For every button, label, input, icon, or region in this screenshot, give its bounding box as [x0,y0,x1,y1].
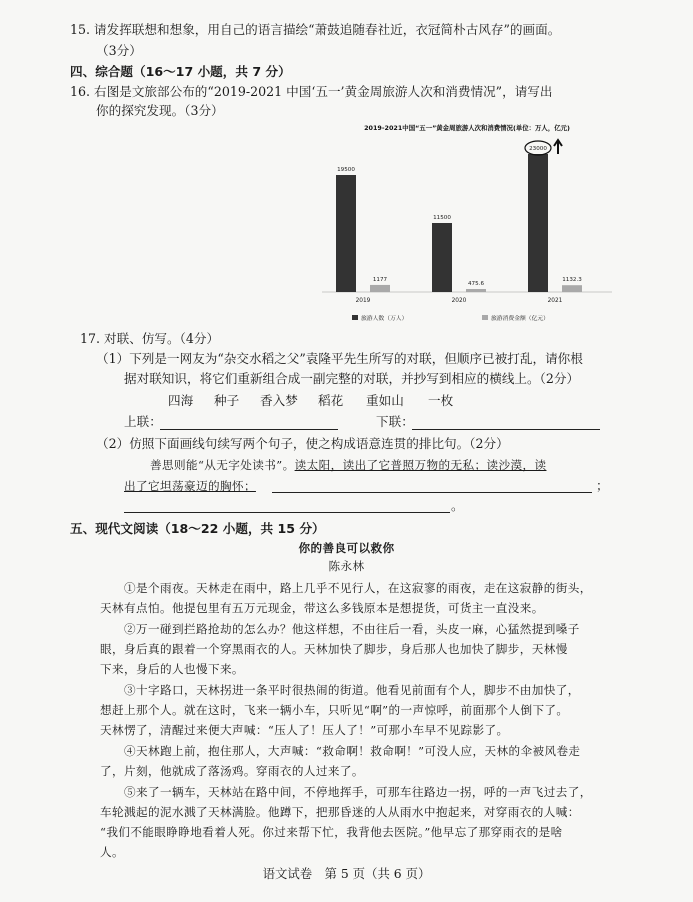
q17-model-sentence: 读太阳，读出了它普照万物的无私；读沙漠，读 [294,458,547,472]
couplet-word: 四海 [168,393,194,408]
article-line: 了，片刻，他就成了落汤鸡。穿雨衣的人过来了。 [100,764,364,778]
tourism-bar-chart [322,120,612,330]
article-line: 想赶上那个人。就在这时，飞来一辆小车，只听见“啊”的一声惊呼，前面那个人倒下了。 [100,703,569,717]
q17-part2-intro: 善思则能“从无字处读书”。 [150,458,295,472]
article-line: ①是个雨夜。天林走在雨中，路上几乎不见行人，在这寂寥的雨夜，走在这寂静的街头， [124,581,592,595]
q17-part1-line1: （1）下列是一网友为“杂交水稻之父”袁隆平先生所写的对联，但顺序已被打乱，请你根 [96,351,583,366]
q16-line2: 你的探究发现。（3分） [96,103,224,118]
q17-part2-line2 [150,457,546,473]
imitation-answer-line-1[interactable] [272,492,592,493]
bar-visitors-2019 [336,175,356,292]
q17-part2-line1: （2）仿照下面画线句续写两个句子，使之构成语意连贯的排比句。（2分） [96,436,509,451]
couplet-word: 种子 [214,393,240,408]
lower-couplet-label: 下联： [376,414,414,429]
page-footer: 语文试卷 第 5 页（共 6 页） [262,866,431,881]
article-line: ②万一碰到拦路抢劫的怎么办？他这样想，不由往后一看，头皮一麻，心猛然提到嗓子 [124,622,580,636]
article-title: 你的善良可以救你 [298,541,395,555]
bar-spending-2021 [562,285,582,292]
q15-score: （3分） [96,43,142,58]
article-line: ③十字路口，天林拐进一条平时很热闹的街道。他看见前面有个人，脚步不由加快了， [124,683,580,697]
q17-title: 17. 对联、仿写。（4分） [80,331,220,346]
article-line: 眼，身后真的跟着一个穿黑雨衣的人。天林加快了脚步，身后那人也加快了脚步，天林慢 [100,642,568,656]
bar-visitors-2021 [528,154,548,292]
q16-line1: 16. 右图是文旅部公布的“2019-2021 中国‘五一’黄金周旅游人次和消费情况”，请写出 [70,84,553,99]
legend-swatch [482,315,488,320]
q15-line1: 15. 请发挥联想和想象，用自己的语言描绘“萧鼓追随春社近，衣冠简朴古风存”的画面。 [70,22,561,37]
semicolon: ； [596,478,609,493]
period: 。 [451,498,464,513]
data-label: 475.6 [467,281,485,287]
x-tick-label: 2020 [451,298,467,304]
data-label: 23000 [529,146,547,152]
legend-label: 旅游人数（万人） [361,316,408,322]
chart-title: 2019-2021中国“五一”黄金周旅游人次和消费情况(单位：万人，亿元) [364,124,570,132]
upper-couplet-answer-line[interactable] [160,429,338,430]
couplet-word: 重如山 [366,393,404,408]
article-line: 人。 [100,845,124,859]
imitation-answer-line-2[interactable] [124,512,450,513]
bar-spending-2019 [370,285,390,292]
legend-label: 旅游消费金额（亿元） [491,316,549,322]
article-author: 陈永林 [328,559,365,573]
data-label: 11500 [433,215,451,221]
section-5-title: 五、现代文阅读（18～22 小题，共 15 分） [70,521,325,536]
couplet-word: 稻花 [318,393,344,408]
article-line: 车轮溅起的泥水溅了天林满脸。他蹲下，把那昏迷的人从雨水中抱起来，对穿雨衣的人喊： [100,805,580,819]
x-tick-label: 2021 [547,298,563,304]
legend-swatch [352,315,358,320]
article-line: 下来，身后的人也慢下来。 [100,662,244,676]
article-line: 天林有点怕。他提包里有五万元现金，带这么多钱原本是想提货，可货主一直没来。 [100,601,544,615]
up-arrow-icon [554,140,562,154]
q17-part1-line2: 据对联知识，将它们重新组合成一副完整的对联，并抄写到相应的横线上。（2分） [124,371,580,386]
data-label: 19500 [337,167,355,173]
x-tick-label: 2019 [355,298,371,304]
article-line: ⑤来了一辆车，天林站在路中间，不停地挥手，可那车往路边一拐，呼的一声飞过去了， [124,785,592,799]
upper-couplet-label: 上联： [124,414,162,429]
bar-spending-2020 [466,289,486,292]
couplet-word: 香入梦 [260,393,298,408]
data-label: 1177 [372,276,388,283]
article-line: ④天林跑上前，抱住那人，大声喊：“救命啊！救命啊！”可没人应，天林的伞被风卷走 [124,744,581,758]
data-label: 1132.3 [562,277,582,284]
section-4-title: 四、综合题（16～17 小题，共 7 分） [70,64,291,79]
bar-visitors-2020 [432,223,452,292]
couplet-word: 一枚 [428,393,454,408]
lower-couplet-answer-line[interactable] [412,429,600,430]
article-line: 天林愣了，清醒过来便大声喊：“压人了！压人了！”可那小车早不见踪影了。 [100,723,509,737]
q17-model-sentence-end: 出了它坦荡豪迈的胸怀； [124,479,256,493]
article-line: “我们不能眼睁睁地看着人死。你过来帮下忙，我背他去医院。”他早忘了那穿雨衣的是啥 [100,825,563,839]
